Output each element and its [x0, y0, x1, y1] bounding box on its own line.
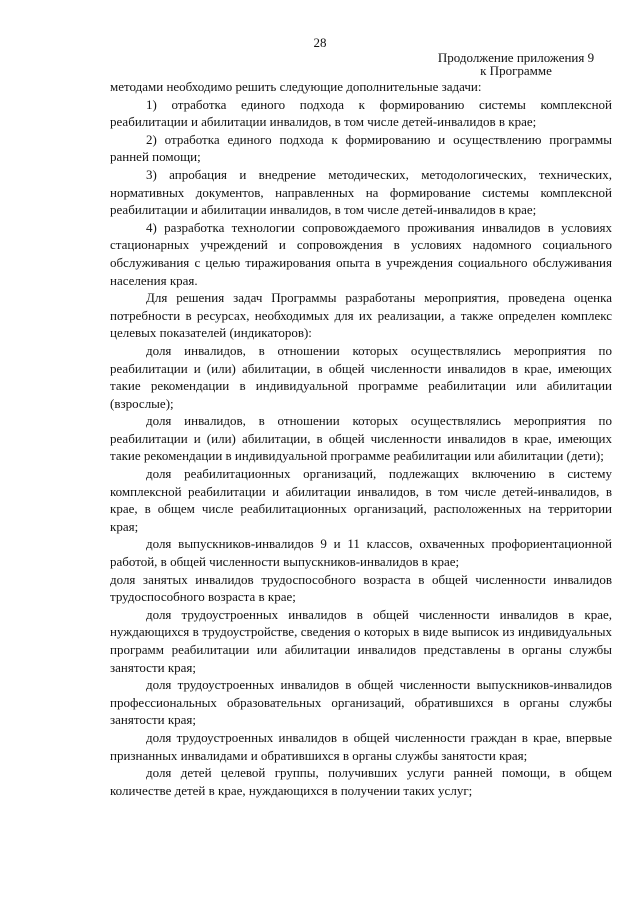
appendix-note-line-1: Продолжение приложения 9 — [437, 50, 595, 65]
indicator-item: доля трудоустроенных инвалидов в общей численности граждан в крае, впервые признанных инвалидами и обратившихся в органы службы занятости края; — [110, 729, 612, 763]
task-item-1: 1) отработка единого подхода к формированию системы комплексной реабилитации и абилитации инвалидов, в том числе детей-инвалидов в крае; — [110, 96, 612, 130]
indicator-item: доля инвалидов, в отношении которых осуществлялись мероприятия по реабилитации и (или) абилитации, в общей численности инвалидов в крае, имеющих такие рекомендации в индивидуальной программе реабилитации или абилитации (дети); — [110, 413, 612, 464]
task-item-2: 2) отработка единого подхода к формированию и осуществлению программы ранней помощи; — [110, 131, 612, 165]
indicator-item: доля трудоустроенных инвалидов в общей численности инвалидов в крае, нуждающихся в трудоустройстве, сведения о которых в виде выписок из индивидуальных программ реабилитации или абилитации инвалидов представлены в органы службы занятости края; — [110, 606, 612, 675]
appendix-note — [420, 51, 612, 77]
indicator-item: доля детей целевой группы, получивших услуги ранней помощи, в общем количестве детей в крае, нуждающихся в получении таких услуг; — [110, 765, 612, 798]
indicators-intro-paragraph: Для решения задач Программы разработаны мероприятия, проведена оценка потребности в ресурсах, необходимых для их реализации, а также определен комплекс целевых показателей (индикаторов): — [110, 290, 612, 341]
indicator-item: доля выпускников-инвалидов 9 и 11 классов, охваченных профориентационной работой, в общей численности выпускников-инвалидов в крае; — [110, 536, 612, 570]
task-item-3: 3) апробация и внедрение методических, методологических, технических, нормативных документов, направленных на формирование системы комплексной реабилитации и абилитации инвалидов, в том числе детей-инвалидов в крае; — [110, 166, 612, 218]
indicator-item: доля инвалидов, в отношении которых осуществлялись мероприятия по реабилитации и (или) абилитации, в общей численности инвалидов в крае, имеющих такие рекомендации в индивидуальной программе реабилитации или абилитации (взрослые); — [110, 342, 612, 411]
indicator-item: доля трудоустроенных инвалидов в общей численности выпускников-инвалидов профессиональных образовательных организаций, обратившихся в органы службы занятости края; — [110, 677, 612, 728]
page-number: 28 — [313, 35, 327, 50]
indicator-item: доля реабилитационных организаций, подлежащих включению в систему комплексной реабилитации и абилитации инвалидов, в том числе детей-инвалидов, в крае, в общем числе реабилитационных организаций, расположенных на территории края; — [110, 466, 612, 534]
indicator-item: доля занятых инвалидов трудоспособного возраста в общей численности инвалидов трудоспособного возраста в крае; — [110, 571, 612, 605]
paragraph-continuation: методами необходимо решить следующие дополнительные задачи: — [110, 79, 482, 94]
appendix-note-line-2: к Программе — [480, 63, 552, 78]
document-body — [110, 78, 612, 799]
task-item-4: 4) разработка технологии сопровождаемого проживания инвалидов в условиях стационарных учреждений и сопровождения в условиях надомного социального обслуживания с целью тиражирования опыта в учреждения социального обслуживания населения края. — [110, 219, 612, 288]
